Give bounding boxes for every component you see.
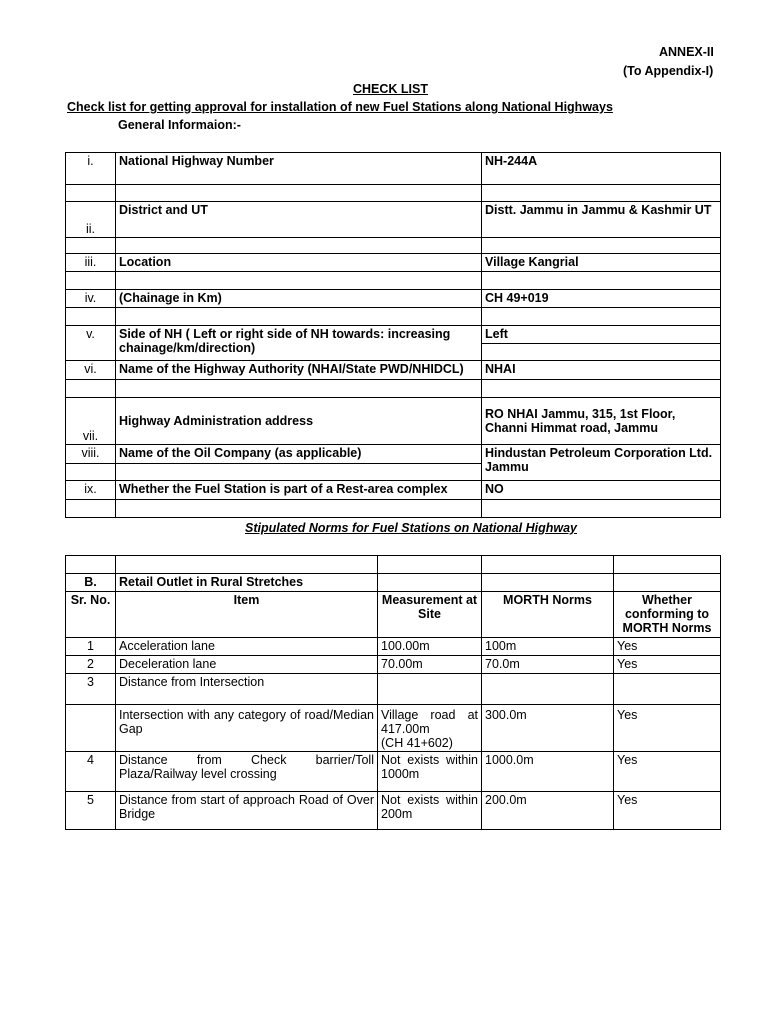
row-label: Whether the Fuel Station is part of a Rest-area complex xyxy=(116,481,482,500)
row-label: District and UT xyxy=(116,202,482,238)
cell-measurement xyxy=(378,674,482,705)
cell-measurement xyxy=(378,705,482,752)
cell-sr: 5 xyxy=(66,792,116,830)
cell-item: Acceleration lane xyxy=(116,638,378,656)
cell-item: Distance from Check barrier/Toll Plaza/Railway level crossing xyxy=(116,752,378,792)
table-row-spacer xyxy=(66,238,721,254)
cell-item: Intersection with any category of road/Median Gap xyxy=(116,705,378,752)
row-number: vii. xyxy=(66,398,116,445)
cell-measurement: Not exists within 1000m xyxy=(378,752,482,792)
row-value: CH 49+019 xyxy=(482,290,721,308)
cell-conforming: Yes xyxy=(614,656,721,674)
row-number: v. xyxy=(66,326,116,361)
cell-sr: 4 xyxy=(66,752,116,792)
norms-heading: Stipulated Norms for Fuel Stations on National Highway xyxy=(245,521,577,535)
cell-conforming: Yes xyxy=(614,752,721,792)
table-row xyxy=(66,752,721,792)
cell-sr xyxy=(66,705,116,752)
row-value: RO NHAI Jammu, 315, 1st Floor, Channi Himmat road, Jammu xyxy=(482,398,721,445)
cell-measurement: Not exists within 200m xyxy=(378,792,482,830)
cell-morth: 300.0m xyxy=(482,705,614,752)
cell-morth: 70.0m xyxy=(482,656,614,674)
cell-conforming: Yes xyxy=(614,705,721,752)
row-label: National Highway Number xyxy=(116,153,482,185)
row-label: (Chainage in Km) xyxy=(116,290,482,308)
header-measurement: Measurement at Site xyxy=(378,592,482,638)
table-row xyxy=(66,638,721,656)
table-row-spacer xyxy=(66,185,721,202)
section-title: Retail Outlet in Rural Stretches xyxy=(116,574,378,592)
header-morth: MORTH Norms xyxy=(482,592,614,638)
annex-label: ANNEX-II xyxy=(659,45,714,59)
cell-sr: 2 xyxy=(66,656,116,674)
row-value: NH-244A xyxy=(482,153,721,185)
measurement-chainage: (CH 41+602) xyxy=(381,736,453,750)
table-row xyxy=(66,705,721,752)
row-label: Side of NH ( Left or right side of NH towards: increasing chainage/km/direction) xyxy=(116,326,482,361)
row-number: vi. xyxy=(66,361,116,380)
cell-item: Deceleration lane xyxy=(116,656,378,674)
row-number: ix. xyxy=(66,481,116,500)
section-number: B. xyxy=(66,574,116,592)
cell-item: Distance from start of approach Road of Over Bridge xyxy=(116,792,378,830)
table-row xyxy=(66,202,721,238)
section-row xyxy=(66,574,721,592)
row-label: Highway Administration address xyxy=(116,398,482,445)
cell-conforming: Yes xyxy=(614,638,721,656)
row-number: iii. xyxy=(66,254,116,272)
page-title: CHECK LIST xyxy=(353,82,428,96)
row-number: ii. xyxy=(66,202,116,238)
cell-morth: 200.0m xyxy=(482,792,614,830)
row-label: Location xyxy=(116,254,482,272)
row-value: Left xyxy=(482,326,721,344)
table-row xyxy=(66,481,721,500)
row-label: Name of the Oil Company (as applicable) xyxy=(116,445,482,464)
table-row xyxy=(66,254,721,272)
row-value: Distt. Jammu in Jammu & Kashmir UT xyxy=(482,202,721,238)
table-row xyxy=(66,445,721,464)
table-row xyxy=(66,326,721,344)
row-value: Hindustan Petroleum Corporation Ltd. Jammu xyxy=(482,445,721,481)
table-row xyxy=(66,153,721,185)
row-number: i. xyxy=(66,153,116,185)
general-info-heading: General Informaion:- xyxy=(118,118,241,132)
row-number: viii. xyxy=(66,445,116,464)
table-row xyxy=(66,361,721,380)
row-label: Name of the Highway Authority (NHAI/State PWD/NHIDCL) xyxy=(116,361,482,380)
row-value: NO xyxy=(482,481,721,500)
table-row xyxy=(66,398,721,445)
header-item: Item xyxy=(116,592,378,638)
table-row-spacer xyxy=(66,272,721,290)
header-conforming: Whether conforming to MORTH Norms xyxy=(614,592,721,638)
measurement-line: Village road at 417.00m xyxy=(381,708,478,736)
page-subtitle: Check list for getting approval for installation of new Fuel Stations along National Highways xyxy=(67,100,613,114)
cell-conforming: Yes xyxy=(614,792,721,830)
table-row xyxy=(66,792,721,830)
table-row-spacer xyxy=(66,308,721,326)
cell-measurement: 70.00m xyxy=(378,656,482,674)
table-row xyxy=(66,290,721,308)
row-number: iv. xyxy=(66,290,116,308)
table-row-spacer xyxy=(66,380,721,398)
norms-table xyxy=(65,555,721,830)
cell-sr: 3 xyxy=(66,674,116,705)
row-value: NHAI xyxy=(482,361,721,380)
cell-morth: 1000.0m xyxy=(482,752,614,792)
cell-morth xyxy=(482,674,614,705)
row-value: Village Kangrial xyxy=(482,254,721,272)
header-row xyxy=(66,592,721,638)
general-info-table xyxy=(65,152,721,518)
cell-sr: 1 xyxy=(66,638,116,656)
header-sr: Sr. No. xyxy=(66,592,116,638)
table-row xyxy=(66,674,721,705)
table-row-spacer xyxy=(66,556,721,574)
appendix-label: (To Appendix-I) xyxy=(623,64,714,78)
cell-morth: 100m xyxy=(482,638,614,656)
cell-measurement: 100.00m xyxy=(378,638,482,656)
table-row-spacer xyxy=(66,500,721,518)
table-row xyxy=(66,656,721,674)
cell-conforming xyxy=(614,674,721,705)
cell-item: Distance from Intersection xyxy=(116,674,378,705)
